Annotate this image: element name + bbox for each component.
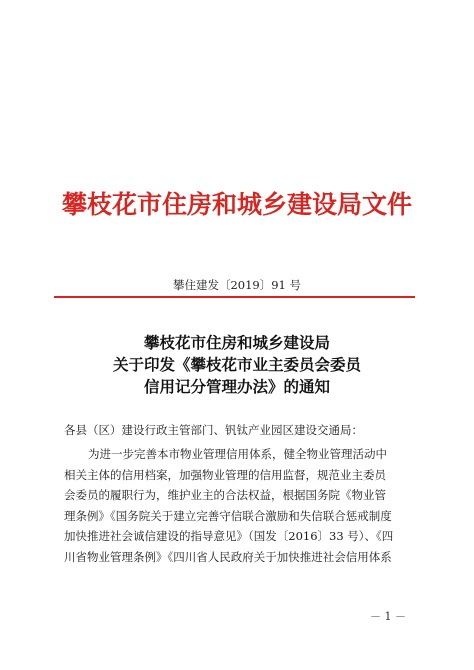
body-line: 会委员的履职行为，维护业主的合法权益，根据国务院《物业管	[64, 488, 386, 503]
body-line: 川省物业管理条例》《四川省人民政府关于加快推进社会信用体系	[64, 549, 392, 564]
document-number: 攀住建发〔2019〕91 号	[172, 278, 302, 292]
salutation: 各县（区）建设行政主管部门、钒钛产业园区建设交通局：	[64, 423, 363, 437]
notice-title-line-1: 攀枝花市住房和城乡建设局	[143, 333, 330, 352]
page-number: － 1 －	[370, 610, 406, 623]
body-line: 加快推进社会诚信建设的指导意见》（国发〔2016〕33 号）、《四	[64, 529, 394, 544]
notice-title	[0, 332, 474, 398]
notice-title-line-3: 信用记分管理办法》的通知	[143, 377, 330, 396]
body-line: 理条例》《国务院关于建立完善守信联合激励和失信联合惩戒制度	[64, 508, 392, 523]
body-line: 相关主体的信用档案，加强物业管理的信用监督，规范业主委员	[64, 467, 386, 482]
body-line: 为进一步完善本市物业管理信用体系，健全物业管理活动中	[88, 447, 387, 461]
notice-body	[64, 444, 414, 568]
red-divider	[54, 296, 415, 298]
notice-title-line-2: 关于印发《攀枝花市业主委员会委员	[112, 355, 361, 374]
agency-title: 攀枝花市住房和城乡建设局文件	[61, 190, 412, 219]
